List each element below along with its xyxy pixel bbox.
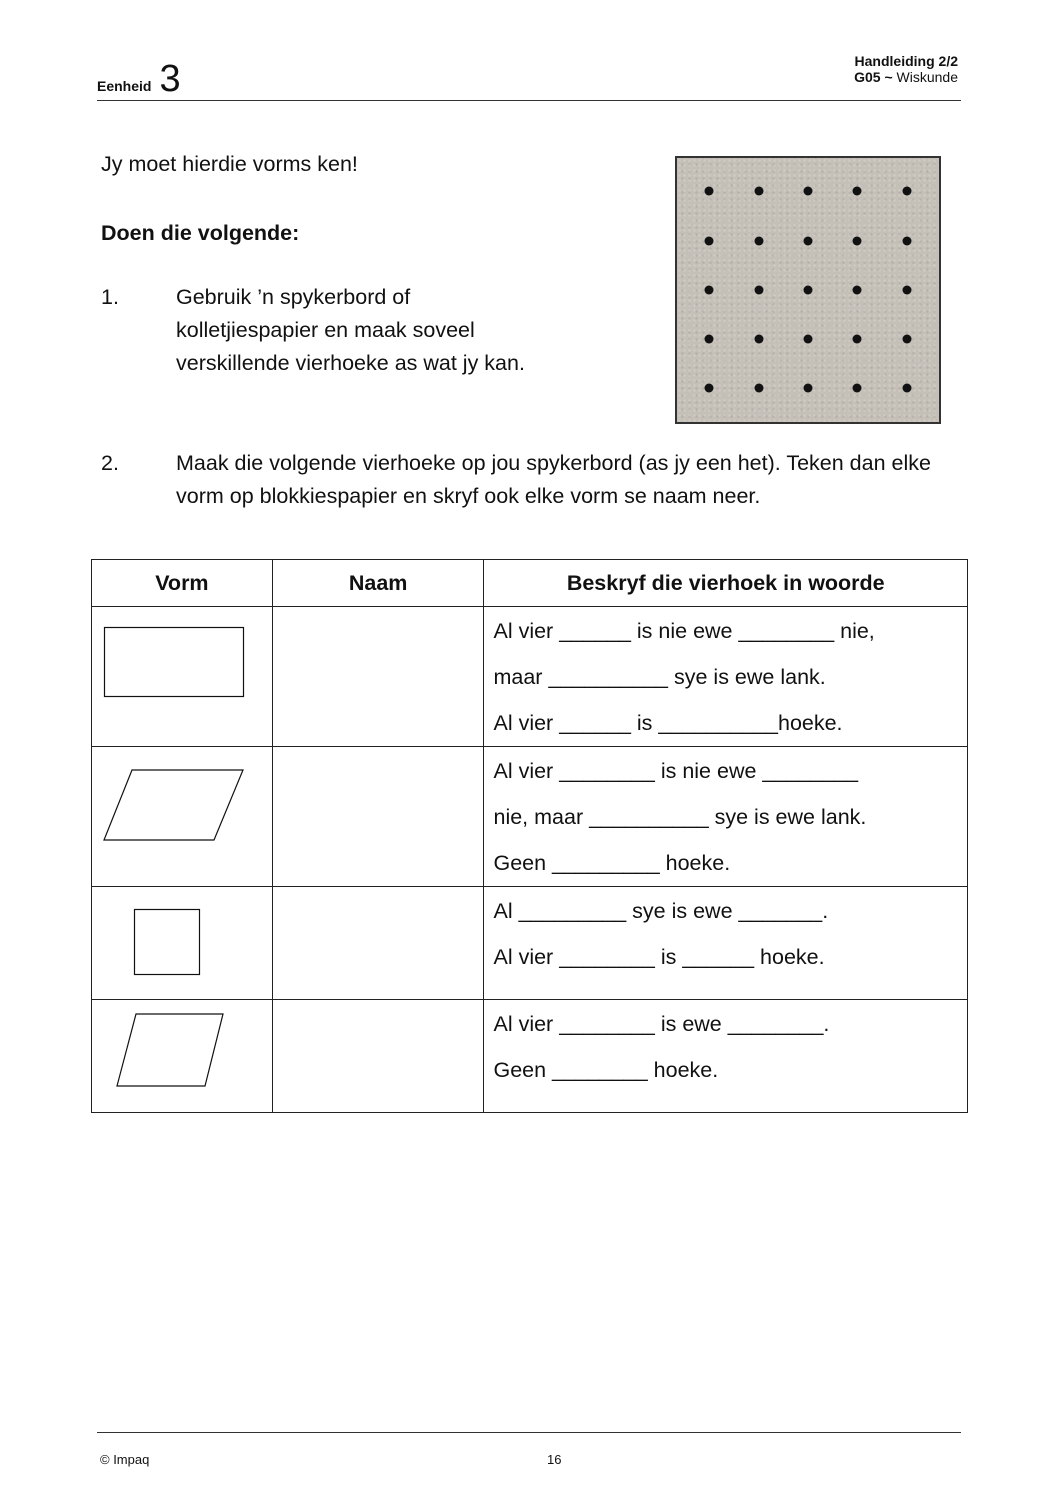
table-row <box>92 1000 968 1113</box>
separator: ~ <box>884 69 893 85</box>
description-cell <box>484 747 968 887</box>
step-number: 2. <box>101 451 119 475</box>
unit-label: Eenheid <box>97 78 152 94</box>
header-beskryf: Beskryf die vierhoek in woorde <box>484 560 968 607</box>
table-row <box>92 887 968 1000</box>
instructions-heading: Doen die volgende: <box>101 221 300 245</box>
manual-label: Handleiding 2/2 <box>854 53 958 69</box>
quadrilateral-table <box>91 559 968 1113</box>
description-line: nie, maar __________ sye is ewe lank. <box>493 805 867 829</box>
rhombus-shape <box>92 1000 273 1113</box>
subject-label: Wiskunde <box>896 69 958 85</box>
page-number: 16 <box>547 1452 562 1467</box>
description-cell <box>484 887 968 1000</box>
description-line: Geen _________ hoeke. <box>493 851 731 875</box>
header-info <box>854 53 958 85</box>
name-answer-cell[interactable] <box>272 1000 484 1113</box>
rectangle-shape <box>92 607 273 745</box>
shape-cell <box>92 747 273 887</box>
pegboard-image <box>675 156 941 424</box>
header-vorm: Vorm <box>92 560 273 607</box>
name-answer-cell[interactable] <box>272 607 484 747</box>
step-number: 1. <box>101 285 119 309</box>
header-naam: Naam <box>272 560 484 607</box>
parallelogram-shape <box>92 747 273 885</box>
step-text: Gebruik ’n spykerbord of kolletjiespapier en maak soveel verskillende vierhoeke as wat jy kan. <box>176 285 525 375</box>
table-header-row <box>92 560 968 607</box>
shape-cell <box>92 1000 273 1113</box>
description-cell <box>484 607 968 747</box>
page-header <box>97 50 961 101</box>
name-answer-cell[interactable] <box>272 747 484 887</box>
description-line: Al _________ sye is ewe _______. <box>493 899 829 923</box>
grade-label: G05 <box>854 69 881 85</box>
table-row <box>92 747 968 887</box>
unit-number: 3 <box>159 58 181 100</box>
unit-indicator <box>97 60 181 98</box>
description-line: Al vier ________ is nie ewe ________ <box>493 759 859 783</box>
intro-text: Jy moet hierdie vorms ken! <box>101 152 358 176</box>
step-text: Maak die volgende vierhoeke op jou spykerbord (as jy een het). Teken dan elke vorm op blokkiespapier en skryf ook elke vorm se naam neer. <box>176 451 931 508</box>
name-answer-cell[interactable] <box>272 887 484 1000</box>
shape-cell <box>92 607 273 747</box>
table-row <box>92 607 968 747</box>
square-shape <box>92 887 273 1000</box>
description-line: maar __________ sye is ewe lank. <box>493 665 826 689</box>
page-footer <box>97 1432 961 1472</box>
description-line: Al vier ______ is __________hoeke. <box>493 711 843 735</box>
copyright: © Impaq <box>100 1452 150 1467</box>
description-line: Geen ________ hoeke. <box>493 1058 719 1082</box>
pegboard-dots <box>677 158 939 422</box>
description-line: Al vier ________ is ______ hoeke. <box>493 945 825 969</box>
shape-cell <box>92 887 273 1000</box>
description-line: Al vier ________ is ewe ________. <box>493 1012 830 1036</box>
description-line: Al vier ______ is nie ewe ________ nie, <box>493 619 875 643</box>
description-cell <box>484 1000 968 1113</box>
